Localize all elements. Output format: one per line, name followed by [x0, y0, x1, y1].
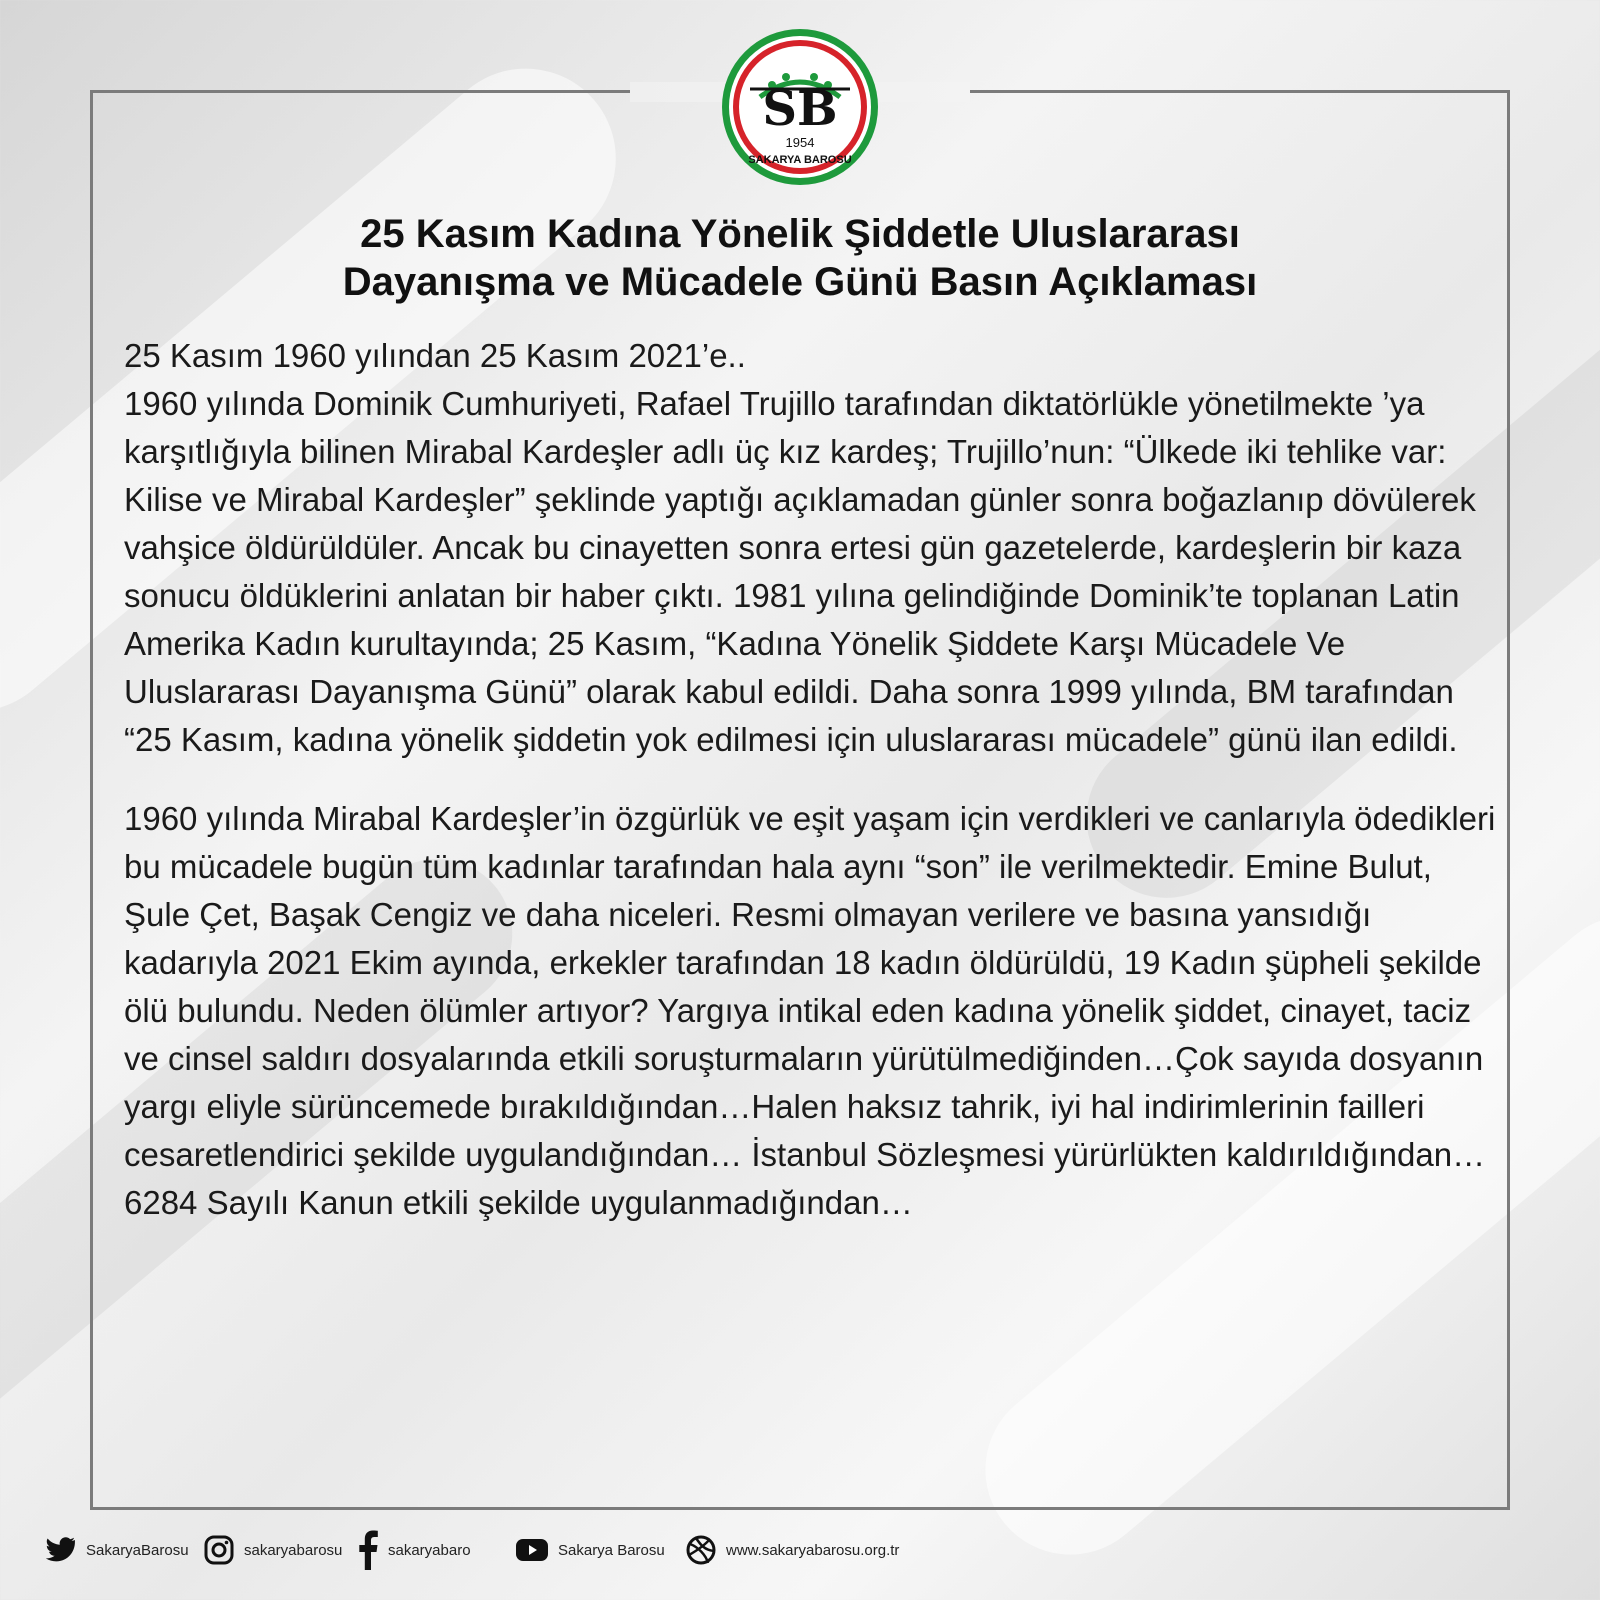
statement-body: [124, 332, 1504, 1227]
paragraph-history: 1960 yılında Dominik Cumhuriyeti, Rafael Trujillo tarafından diktatörlükle yönetilmekte ’ya karşıtlığıyla bilinen Mirabal Kardeşler adlı üç kız kardeş; Trujillo’nun: “Ülkede iki tehlike var: Kilise ve Mirabal Kardeşler” şeklinde yaptığı açıklamadan günler sonra boğazlanıp dövülerek vahşice öldürüldüler. Ancak bu cinayetten sonra ertesi gün gazetelerde, kardeşlerin bir kaza sonucu öldüklerini anlatan bir haber çıktı. 1981 yılına gelindiğinde Dominik’te toplanan Latin Amerika Kadın kurultayında; 25 Kasım, “Kadına Yönelik Şiddete Karşı Mücadele Ve Uluslararası Dayanışma Günü” olarak kabul edildi. Daha sonra 1999 yılında, BM tarafından “25 Kasım, kadına yönelik şiddetin yok edilmesi için uluslararası mücadele” günü ilan edildi.: [124, 385, 1476, 758]
website-link[interactable]: [686, 1530, 899, 1570]
youtube-channel: Sakarya Barosu: [558, 1541, 665, 1559]
facebook-handle: sakaryabaro: [388, 1541, 471, 1559]
twitter-link[interactable]: [46, 1530, 189, 1570]
facebook-icon: [358, 1530, 378, 1570]
youtube-link[interactable]: [516, 1530, 665, 1570]
youtube-icon: [516, 1539, 548, 1561]
paragraph-current: 1960 yılında Mirabal Kardeşler’in özgürlük ve eşit yaşam için verdikleri ve canlarıyla ödedikleri bu mücadele bugün tüm kadınlar tarafından hala aynı “son” ile verilmektedir. Emine Bulut, Şule Çet, Başak Cengiz ve daha niceleri. Resmi olmayan verilere ve basına yansıdığı kadarıyla 2021 Ekim ayında, erkekler tarafından 18 kadın öldürüldü, 19 Kadın şüpheli şekilde ölü bulundu. Neden ölümler artıyor? Yargıya intikal eden kadına yönelik şiddet, cinayet, taciz ve cinsel saldırı dosyalarında etkili soruşturmaların yürütülmediğinden…Çok sayıda dosyanın yargı eliyle sürüncemede bırakıldığından…Halen haksız tahrik, iyi hal indirimlerinin failleri cesaretlendirici şekilde uygulandığından… İstanbul Sözleşmesi yürürlükten kaldırıldığından… 6284 Sayılı Kanun etkili şekilde uygulanmadığından…: [124, 800, 1496, 1221]
twitter-handle: SakaryaBarosu: [86, 1541, 189, 1559]
sakarya-barosu-logo: [720, 27, 880, 187]
instagram-link[interactable]: [204, 1530, 342, 1570]
intro-line: 25 Kasım 1960 yılından 25 Kasım 2021’e..: [124, 337, 746, 374]
website-url: www.sakaryabarosu.org.tr: [726, 1541, 900, 1559]
facebook-link[interactable]: [358, 1530, 471, 1570]
logo-org-name: SAKARYA BAROSU: [748, 154, 852, 166]
logo-year: 1954: [785, 135, 815, 150]
instagram-icon: [204, 1535, 234, 1565]
title-line-1: 25 Kasım Kadına Yönelik Şiddetle Uluslararası: [360, 212, 1240, 256]
page-title: [120, 210, 1480, 306]
globe-icon: [686, 1535, 716, 1565]
title-line-2: Dayanışma ve Mücadele Günü Basın Açıklaması: [342, 260, 1258, 304]
twitter-icon: [46, 1537, 76, 1563]
logo-monogram: SB: [762, 81, 838, 137]
instagram-handle: sakaryabarosu: [244, 1541, 343, 1559]
social-footer: [46, 1530, 1566, 1570]
